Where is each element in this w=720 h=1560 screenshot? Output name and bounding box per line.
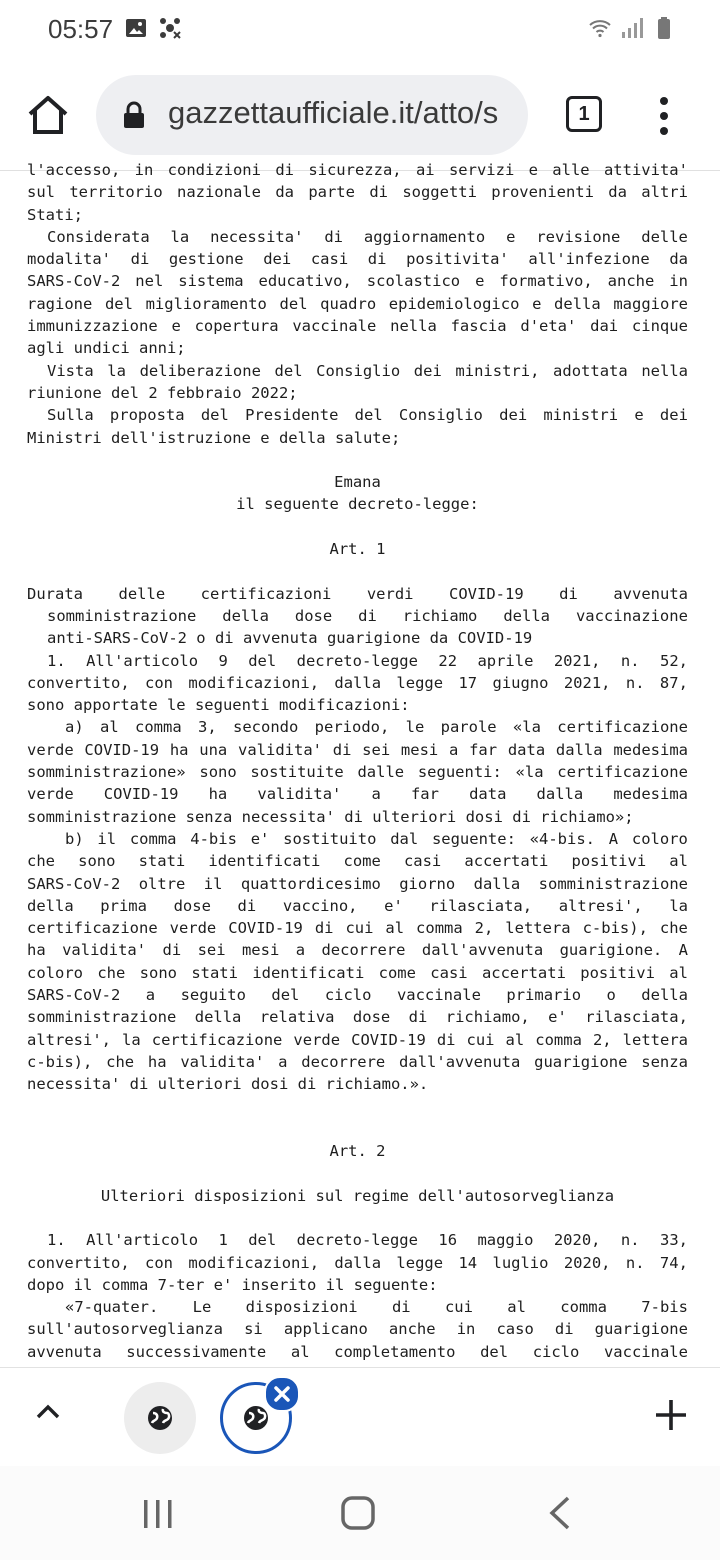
home-icon[interactable] [24,90,72,138]
text-line: Vista la deliberazione del Consiglio dei ministri, adottata nella [47,361,688,380]
text-line: 1. All'articolo 9 del decreto-legge 22 aprile 2021, n. 52, [47,651,688,670]
text-line: verde COVID-19 ha una validita' di sei mesi a far data dalla medesima [27,740,688,759]
text-line: Ulteriori disposizioni sul regime dell'autosorveglianza [100,1186,615,1205]
document-text [27,159,688,1363]
page-content[interactable] [0,161,720,1367]
text-line: ragione del miglioramento del quadro epidemiologico e della maggiore [27,294,688,313]
text-line: convertito, con modificazioni, dalla legge 17 giugno 2021, n. 87, [27,673,688,692]
blank-line [27,449,688,471]
text-line: Considerata la necessita' di aggiornamento e revisione delle [47,227,688,246]
text-line: coloro che sono stati identificati come casi accertati positivi al [27,963,688,982]
browser-toolbar [0,60,720,171]
text-line: necessita' di ulteriori dosi di richiamo.». [27,1075,429,1094]
text-line: altresi', la certificazione verde COVID-19 di cui al comma 2, lettera [27,1030,688,1049]
system-nav-bar [0,1466,720,1560]
recent-apps-icon[interactable] [142,1498,174,1530]
text-line: immunizzazione e copertura vaccinale nella fascia d'eta' dai cinque [27,317,688,336]
text-line: modalita' di gestione dei casi di positivita' all'infezione da [27,250,688,269]
app-notification-icon [158,16,182,40]
more-vert-icon[interactable] [654,96,674,136]
text-line: sono apportate le seguenti modificazioni: [27,696,410,715]
text-line: Ministri dell'istruzione e della salute; [27,428,401,447]
text-line: il seguente decreto-legge: [236,495,479,514]
wifi-icon [588,16,612,40]
blank-line [27,1118,688,1140]
text-line: 1. All'articolo 1 del decreto-legge 16 maggio 2020, n. 33, [47,1231,688,1250]
status-bar [0,0,720,60]
tab-strip [0,1367,720,1467]
text-line: somministrazione senza necessita' di ulteriori dosi di richiamo»; [27,807,634,826]
text-line: Emana [334,473,381,492]
signal-icon [620,16,644,40]
text-line: riunione del 2 febbraio 2022; [27,383,298,402]
tab-switcher-button[interactable]: 1 [566,96,602,132]
text-line: sull'autosorveglianza si applicano anche in caso di guarigione [27,1320,688,1339]
text-line: somministrazione» sono sostituite dalle seguenti: «la certificazione [27,763,688,782]
text-line: Sulla proposta del Presidente del Consiglio dei ministri e dei [47,406,688,425]
blank-line [27,1162,688,1184]
chevron-up-icon[interactable] [34,1398,62,1426]
text-line: che sono stati identificati come casi accertati positivi al [27,852,688,871]
text-line: b) il comma 4-bis e' sostituito dal seguente: «4-bis. A coloro [65,829,688,848]
text-line: SARS-CoV-2 oltre il quattordicesimo giorno dalla somministrazione [27,874,688,893]
text-line: Stati; [27,205,83,224]
text-line: Art. 1 [329,540,386,559]
globe-icon [146,1404,174,1432]
text-line: ha validita' di sei mesi a decorrere dall'avvenuta guarigione. A [27,941,688,960]
plus-icon[interactable] [654,1398,688,1432]
url-text[interactable]: gazzettaufficiale.it/atto/s [168,95,499,130]
text-line: a) al comma 3, secondo periodo, le parole «la certificazione [65,718,688,737]
blank-line [27,560,688,582]
text-line: c-bis), che ha validita' a decorrere dall'avvenuta guarigione senza [27,1052,688,1071]
text-line: verde COVID-19 ha validita' a far data dalla medesima [27,785,688,804]
text-line: avvenuta successivamente al completamento del ciclo vaccinale [27,1342,688,1361]
text-line: somministrazione della relativa dose di richiamo, e' rilasciata, [27,1008,688,1027]
status-time: 05:57 [48,14,114,44]
globe-icon [242,1404,270,1432]
text-line: certificazione verde COVID-19 di cui al comma 2, lettera c-bis), che [27,919,688,938]
image-icon [124,16,148,40]
text-line: sul territorio nazionale da parte di soggetti provenienti da altri [27,183,688,202]
back-icon[interactable] [546,1496,572,1530]
text-line: «7-quater. Le disposizioni di cui al comma 7-bis [65,1298,688,1317]
text-line: l'accesso, in condizioni di sicurezza, ai servizi e alle attivita' [27,161,688,179]
text-line: agli undici anni; [27,339,186,358]
battery-icon [652,16,676,40]
blank-line [27,1095,688,1117]
text-line: somministrazione della dose di richiamo della vaccinazione [47,606,688,625]
close-icon[interactable] [264,1376,300,1412]
tab-chip-inactive[interactable] [124,1382,196,1454]
text-line: dopo il comma 7-ter e' inserito il seguente: [27,1275,438,1294]
address-bar[interactable] [96,75,528,155]
blank-line [27,1207,688,1229]
home-circle-icon[interactable] [341,1496,375,1530]
text-line: SARS-CoV-2 nel sistema educativo, scolastico e formativo, anche in [27,272,688,291]
text-line: Art. 2 [329,1142,386,1161]
blank-line [27,516,688,538]
text-line: anti-SARS-CoV-2 o di avvenuta guarigione da COVID-19 [47,629,533,648]
lock-icon [122,101,146,129]
text-line: SARS-CoV-2 a seguito del ciclo vaccinale primario o della [27,985,688,1004]
text-line: Durata delle certificazioni verdi COVID-19 di avvenuta [27,584,688,603]
text-line: della prima dose di vaccino, e' rilasciata, altresi', la [27,896,688,915]
text-line: convertito, con modificazioni, dalla legge 14 luglio 2020, n. 74, [27,1253,688,1272]
